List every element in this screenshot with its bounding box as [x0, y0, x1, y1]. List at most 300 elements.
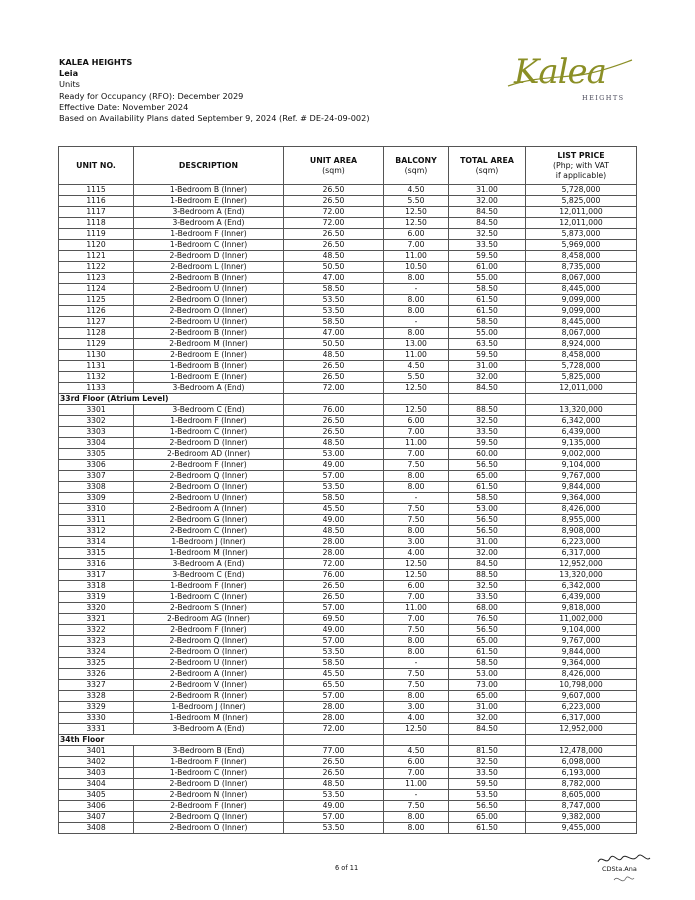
description-cell: 2-Bedroom Q (Inner)	[134, 636, 284, 647]
balcony-cell: -	[384, 658, 449, 669]
logo-script: Kalea	[514, 52, 606, 92]
unit-area-cell: 48.50	[284, 779, 384, 790]
table-row	[59, 405, 637, 416]
balcony-cell: 7.00	[384, 449, 449, 460]
unit-area-cell: 72.00	[284, 724, 384, 735]
unit-no-cell: 3326	[59, 669, 134, 680]
balcony-cell: 7.00	[384, 240, 449, 251]
table-row	[59, 581, 637, 592]
list-price-cell: 8,067,000	[526, 328, 637, 339]
description-cell: 1-Bedroom E (Inner)	[134, 372, 284, 383]
table-row	[59, 427, 637, 438]
list-price-cell: 8,605,000	[526, 790, 637, 801]
table-row	[59, 262, 637, 273]
table-row	[59, 614, 637, 625]
total-area-cell: 32.50	[449, 416, 526, 427]
logo-subtitle: HEIGHTS	[582, 94, 625, 102]
total-area-cell: 33.50	[449, 427, 526, 438]
unit-no-cell: 3401	[59, 746, 134, 757]
balcony-cell: 12.50	[384, 218, 449, 229]
unit-area-cell: 76.00	[284, 405, 384, 416]
table-row	[59, 669, 637, 680]
balcony-cell: 6.00	[384, 229, 449, 240]
balcony-cell: 12.50	[384, 570, 449, 581]
unit-area-cell: 26.50	[284, 240, 384, 251]
total-area-cell: 33.50	[449, 592, 526, 603]
total-area-cell: 32.00	[449, 713, 526, 724]
balcony-cell: 7.00	[384, 427, 449, 438]
unit-area-cell: 53.50	[284, 790, 384, 801]
description-cell: 2-Bedroom R (Inner)	[134, 691, 284, 702]
unit-area-cell: 72.00	[284, 207, 384, 218]
balcony-cell: 11.00	[384, 350, 449, 361]
unit-no-cell: 3405	[59, 790, 134, 801]
total-area-cell: 59.50	[449, 438, 526, 449]
unit-area-cell: 26.50	[284, 196, 384, 207]
balcony-cell: 3.00	[384, 702, 449, 713]
unit-no-cell: 3328	[59, 691, 134, 702]
list-price-cell: 8,458,000	[526, 350, 637, 361]
list-price-cell: 9,767,000	[526, 471, 637, 482]
total-area-cell: 88.50	[449, 570, 526, 581]
table-row	[59, 482, 637, 493]
unit-no-cell: 1118	[59, 218, 134, 229]
unit-area-cell: 53.50	[284, 306, 384, 317]
list-price-cell: 5,873,000	[526, 229, 637, 240]
balcony-cell: 6.00	[384, 416, 449, 427]
list-price-cell: 5,728,000	[526, 361, 637, 372]
total-area-cell: 31.00	[449, 361, 526, 372]
total-area-cell: 73.00	[449, 680, 526, 691]
balcony-cell: 7.00	[384, 592, 449, 603]
description-cell: 2-Bedroom E (Inner)	[134, 350, 284, 361]
list-price-cell: 12,011,000	[526, 218, 637, 229]
unit-no-cell: 1117	[59, 207, 134, 218]
balcony-cell: 7.50	[384, 680, 449, 691]
unit-no-cell: 3325	[59, 658, 134, 669]
empty-cell	[526, 394, 637, 405]
table-row	[59, 812, 637, 823]
empty-cell	[449, 735, 526, 746]
description-cell: 1-Bedroom F (Inner)	[134, 757, 284, 768]
list-price-cell: 6,317,000	[526, 713, 637, 724]
table-row	[59, 449, 637, 460]
description-cell: 3-Bedroom C (End)	[134, 405, 284, 416]
list-price-cell: 8,747,000	[526, 801, 637, 812]
unit-no-cell: 3316	[59, 559, 134, 570]
unit-no-cell: 1119	[59, 229, 134, 240]
unit-area-cell: 49.00	[284, 460, 384, 471]
balcony-cell: 11.00	[384, 779, 449, 790]
total-area-cell: 56.50	[449, 526, 526, 537]
list-price-cell: 9,844,000	[526, 647, 637, 658]
description-cell: 1-Bedroom M (Inner)	[134, 548, 284, 559]
balcony-cell: 11.00	[384, 438, 449, 449]
description-cell: 3-Bedroom C (End)	[134, 570, 284, 581]
total-area-cell: 53.50	[449, 790, 526, 801]
list-price-cell: 9,099,000	[526, 295, 637, 306]
balcony-cell: 7.00	[384, 614, 449, 625]
list-price-cell: 13,320,000	[526, 570, 637, 581]
total-area-cell: 84.50	[449, 724, 526, 735]
balcony-cell: 8.00	[384, 471, 449, 482]
balcony-cell: -	[384, 790, 449, 801]
balcony-cell: 4.50	[384, 361, 449, 372]
unit-no-cell: 3307	[59, 471, 134, 482]
list-price-cell: 8,735,000	[526, 262, 637, 273]
description-cell: 1-Bedroom F (Inner)	[134, 416, 284, 427]
balcony-cell: 8.00	[384, 328, 449, 339]
description-cell: 2-Bedroom L (Inner)	[134, 262, 284, 273]
total-area-cell: 84.50	[449, 383, 526, 394]
total-area-cell: 32.00	[449, 196, 526, 207]
description-cell: 1-Bedroom J (Inner)	[134, 537, 284, 548]
balcony-cell: 8.00	[384, 482, 449, 493]
floor-label: 33rd Floor (Atrium Level)	[59, 394, 284, 405]
list-price-cell: 8,955,000	[526, 515, 637, 526]
table-row	[59, 295, 637, 306]
list-price-cell: 6,439,000	[526, 592, 637, 603]
table-row	[59, 207, 637, 218]
table-row	[59, 471, 637, 482]
total-area-cell: 56.50	[449, 515, 526, 526]
total-area-cell: 76.50	[449, 614, 526, 625]
total-area-cell: 58.50	[449, 493, 526, 504]
table-row	[59, 559, 637, 570]
table-body	[59, 185, 637, 834]
empty-cell	[284, 735, 384, 746]
balcony-cell: 7.50	[384, 460, 449, 471]
total-area-cell: 61.50	[449, 306, 526, 317]
list-price-cell: 5,728,000	[526, 185, 637, 196]
list-price-cell: 5,969,000	[526, 240, 637, 251]
description-cell: 2-Bedroom U (Inner)	[134, 284, 284, 295]
unit-no-cell: 3331	[59, 724, 134, 735]
floor-label: 34th Floor	[59, 735, 284, 746]
unit-no-cell: 1116	[59, 196, 134, 207]
unit-no-cell: 3329	[59, 702, 134, 713]
header-unit-area: UNIT AREA (sqm)	[284, 147, 384, 185]
description-cell: 2-Bedroom F (Inner)	[134, 801, 284, 812]
list-price-cell: 12,952,000	[526, 559, 637, 570]
description-cell: 1-Bedroom C (Inner)	[134, 240, 284, 251]
total-area-cell: 61.50	[449, 482, 526, 493]
list-price-cell: 6,342,000	[526, 416, 637, 427]
unit-no-cell: 1133	[59, 383, 134, 394]
unit-area-cell: 50.50	[284, 339, 384, 350]
total-area-cell: 61.00	[449, 262, 526, 273]
table-row	[59, 438, 637, 449]
list-price-cell: 9,455,000	[526, 823, 637, 834]
unit-no-cell: 1128	[59, 328, 134, 339]
tower-name: Leia	[59, 68, 79, 79]
list-price-cell: 8,458,000	[526, 251, 637, 262]
units-price-table	[58, 146, 637, 834]
description-cell: 3-Bedroom A (End)	[134, 207, 284, 218]
total-area-cell: 61.50	[449, 823, 526, 834]
balcony-cell: 6.00	[384, 757, 449, 768]
unit-no-cell: 3315	[59, 548, 134, 559]
balcony-cell: 12.50	[384, 724, 449, 735]
empty-cell	[284, 394, 384, 405]
description-cell: 2-Bedroom O (Inner)	[134, 306, 284, 317]
total-area-cell: 33.50	[449, 768, 526, 779]
balcony-cell: 7.50	[384, 515, 449, 526]
balcony-cell: 13.00	[384, 339, 449, 350]
unit-no-cell: 3407	[59, 812, 134, 823]
list-price-cell: 9,767,000	[526, 636, 637, 647]
total-area-cell: 61.50	[449, 295, 526, 306]
unit-no-cell: 3402	[59, 757, 134, 768]
total-area-cell: 32.50	[449, 757, 526, 768]
balcony-cell: 12.50	[384, 207, 449, 218]
description-cell: 2-Bedroom C (Inner)	[134, 526, 284, 537]
list-price-cell: 8,908,000	[526, 526, 637, 537]
list-price-cell: 5,825,000	[526, 372, 637, 383]
header-unit-no: UNIT NO.	[59, 147, 134, 185]
balcony-cell: 3.00	[384, 537, 449, 548]
unit-area-cell: 47.00	[284, 328, 384, 339]
unit-no-cell: 3309	[59, 493, 134, 504]
table-row	[59, 515, 637, 526]
total-area-cell: 65.00	[449, 471, 526, 482]
table-row	[59, 460, 637, 471]
unit-no-cell: 1123	[59, 273, 134, 284]
unit-area-cell: 26.50	[284, 592, 384, 603]
header-balcony: BALCONY (sqm)	[384, 147, 449, 185]
total-area-cell: 84.50	[449, 559, 526, 570]
unit-no-cell: 3323	[59, 636, 134, 647]
total-area-cell: 65.00	[449, 812, 526, 823]
table-row	[59, 240, 637, 251]
list-price-cell: 8,426,000	[526, 669, 637, 680]
total-area-cell: 65.00	[449, 691, 526, 702]
description-cell: 2-Bedroom G (Inner)	[134, 515, 284, 526]
unit-no-cell: 3322	[59, 625, 134, 636]
total-area-cell: 58.50	[449, 658, 526, 669]
balcony-cell: -	[384, 284, 449, 295]
balcony-cell: -	[384, 493, 449, 504]
list-price-cell: 6,098,000	[526, 757, 637, 768]
balcony-cell: -	[384, 317, 449, 328]
unit-area-cell: 26.50	[284, 427, 384, 438]
description-cell: 2-Bedroom O (Inner)	[134, 482, 284, 493]
table-row	[59, 504, 637, 515]
list-price-cell: 9,364,000	[526, 493, 637, 504]
unit-no-cell: 3318	[59, 581, 134, 592]
unit-area-cell: 57.00	[284, 603, 384, 614]
description-cell: 1-Bedroom M (Inner)	[134, 713, 284, 724]
unit-area-cell: 48.50	[284, 438, 384, 449]
total-area-cell: 65.00	[449, 636, 526, 647]
description-cell: 2-Bedroom AD (Inner)	[134, 449, 284, 460]
floor-section-row	[59, 735, 637, 746]
description-cell: 1-Bedroom C (Inner)	[134, 768, 284, 779]
total-area-cell: 55.00	[449, 328, 526, 339]
description-cell: 2-Bedroom B (Inner)	[134, 328, 284, 339]
signature-block	[594, 850, 654, 890]
description-cell: 2-Bedroom D (Inner)	[134, 438, 284, 449]
list-price-cell: 9,364,000	[526, 658, 637, 669]
description-cell: 2-Bedroom F (Inner)	[134, 625, 284, 636]
description-cell: 2-Bedroom O (Inner)	[134, 295, 284, 306]
unit-area-cell: 57.00	[284, 812, 384, 823]
description-cell: 1-Bedroom F (Inner)	[134, 229, 284, 240]
table-row	[59, 317, 637, 328]
table-row	[59, 273, 637, 284]
unit-no-cell: 3324	[59, 647, 134, 658]
unit-area-cell: 48.50	[284, 350, 384, 361]
unit-no-cell: 3314	[59, 537, 134, 548]
balcony-cell: 8.00	[384, 812, 449, 823]
unit-no-cell: 1121	[59, 251, 134, 262]
table-row	[59, 647, 637, 658]
total-area-cell: 58.50	[449, 284, 526, 295]
unit-area-cell: 77.00	[284, 746, 384, 757]
total-area-cell: 31.00	[449, 537, 526, 548]
table-row	[59, 372, 637, 383]
list-price-cell: 9,104,000	[526, 460, 637, 471]
unit-area-cell: 58.50	[284, 284, 384, 295]
unit-area-cell: 53.50	[284, 482, 384, 493]
unit-area-cell: 53.50	[284, 295, 384, 306]
description-cell: 2-Bedroom N (Inner)	[134, 790, 284, 801]
list-price-cell: 8,067,000	[526, 273, 637, 284]
balcony-cell: 7.50	[384, 504, 449, 515]
description-cell: 2-Bedroom D (Inner)	[134, 251, 284, 262]
description-cell: 2-Bedroom A (Inner)	[134, 504, 284, 515]
unit-area-cell: 49.00	[284, 801, 384, 812]
balcony-cell: 4.50	[384, 746, 449, 757]
unit-area-cell: 57.00	[284, 691, 384, 702]
total-area-cell: 81.50	[449, 746, 526, 757]
table-row	[59, 196, 637, 207]
balcony-cell: 7.50	[384, 801, 449, 812]
table-row	[59, 779, 637, 790]
list-price-cell: 6,439,000	[526, 427, 637, 438]
unit-no-cell: 3306	[59, 460, 134, 471]
unit-no-cell: 3308	[59, 482, 134, 493]
header-total-area: TOTAL AREA (sqm)	[449, 147, 526, 185]
table-row	[59, 823, 637, 834]
unit-area-cell: 26.50	[284, 185, 384, 196]
unit-no-cell: 3404	[59, 779, 134, 790]
unit-area-cell: 26.50	[284, 229, 384, 240]
description-cell: 3-Bedroom B (End)	[134, 746, 284, 757]
balcony-cell: 7.50	[384, 669, 449, 680]
empty-cell	[384, 735, 449, 746]
table-row	[59, 768, 637, 779]
empty-cell	[526, 735, 637, 746]
empty-cell	[384, 394, 449, 405]
description-cell: 2-Bedroom S (Inner)	[134, 603, 284, 614]
rfo-date: Ready for Occupancy (RFO): December 2029	[59, 90, 244, 101]
unit-no-cell: 3310	[59, 504, 134, 515]
unit-area-cell: 28.00	[284, 537, 384, 548]
unit-no-cell: 3320	[59, 603, 134, 614]
list-price-cell: 8,924,000	[526, 339, 637, 350]
table-row	[59, 284, 637, 295]
table-row	[59, 625, 637, 636]
balcony-cell: 11.00	[384, 251, 449, 262]
document-header	[59, 57, 370, 124]
balcony-cell: 4.00	[384, 713, 449, 724]
empty-cell	[449, 394, 526, 405]
list-price-cell: 6,193,000	[526, 768, 637, 779]
balcony-cell: 6.00	[384, 581, 449, 592]
total-area-cell: 32.00	[449, 372, 526, 383]
description-cell: 2-Bedroom A (Inner)	[134, 669, 284, 680]
table-row	[59, 339, 637, 350]
list-price-cell: 9,135,000	[526, 438, 637, 449]
table-row	[59, 229, 637, 240]
table-row	[59, 658, 637, 669]
description-cell: 2-Bedroom Q (Inner)	[134, 471, 284, 482]
balcony-cell: 4.50	[384, 185, 449, 196]
total-area-cell: 31.00	[449, 702, 526, 713]
description-cell: 2-Bedroom Q (Inner)	[134, 812, 284, 823]
total-area-cell: 56.50	[449, 460, 526, 471]
unit-area-cell: 47.00	[284, 273, 384, 284]
description-cell: 2-Bedroom U (Inner)	[134, 317, 284, 328]
list-price-cell: 9,099,000	[526, 306, 637, 317]
unit-no-cell: 1124	[59, 284, 134, 295]
unit-no-cell: 3408	[59, 823, 134, 834]
unit-no-cell: 1132	[59, 372, 134, 383]
list-price-cell: 8,445,000	[526, 317, 637, 328]
table-row	[59, 361, 637, 372]
total-area-cell: 59.50	[449, 350, 526, 361]
balcony-cell: 5.50	[384, 196, 449, 207]
table-row	[59, 691, 637, 702]
header-description: DESCRIPTION	[134, 147, 284, 185]
unit-area-cell: 72.00	[284, 383, 384, 394]
balcony-cell: 12.50	[384, 405, 449, 416]
list-price-cell: 12,011,000	[526, 207, 637, 218]
unit-no-cell: 1127	[59, 317, 134, 328]
unit-area-cell: 53.50	[284, 823, 384, 834]
list-price-cell: 9,104,000	[526, 625, 637, 636]
list-price-cell: 8,782,000	[526, 779, 637, 790]
balcony-cell: 11.00	[384, 603, 449, 614]
unit-area-cell: 26.50	[284, 372, 384, 383]
unit-no-cell: 1120	[59, 240, 134, 251]
category-label: Units	[59, 79, 80, 90]
table-row	[59, 383, 637, 394]
total-area-cell: 68.00	[449, 603, 526, 614]
list-price-cell: 9,607,000	[526, 691, 637, 702]
list-price-cell: 9,818,000	[526, 603, 637, 614]
table-row	[59, 757, 637, 768]
list-price-cell: 6,317,000	[526, 548, 637, 559]
table-row	[59, 680, 637, 691]
total-area-cell: 55.00	[449, 273, 526, 284]
description-cell: 3-Bedroom A (End)	[134, 383, 284, 394]
balcony-cell: 5.50	[384, 372, 449, 383]
balcony-cell: 8.00	[384, 636, 449, 647]
unit-no-cell: 3327	[59, 680, 134, 691]
unit-area-cell: 48.50	[284, 251, 384, 262]
header-list-price: LIST PRICE (Php; with VAT if applicable)	[526, 147, 637, 185]
total-area-cell: 53.00	[449, 669, 526, 680]
description-cell: 2-Bedroom O (Inner)	[134, 823, 284, 834]
list-price-cell: 11,002,000	[526, 614, 637, 625]
list-price-cell: 9,382,000	[526, 812, 637, 823]
unit-area-cell: 28.00	[284, 548, 384, 559]
balcony-cell: 8.00	[384, 647, 449, 658]
table-row	[59, 746, 637, 757]
list-price-cell: 8,445,000	[526, 284, 637, 295]
